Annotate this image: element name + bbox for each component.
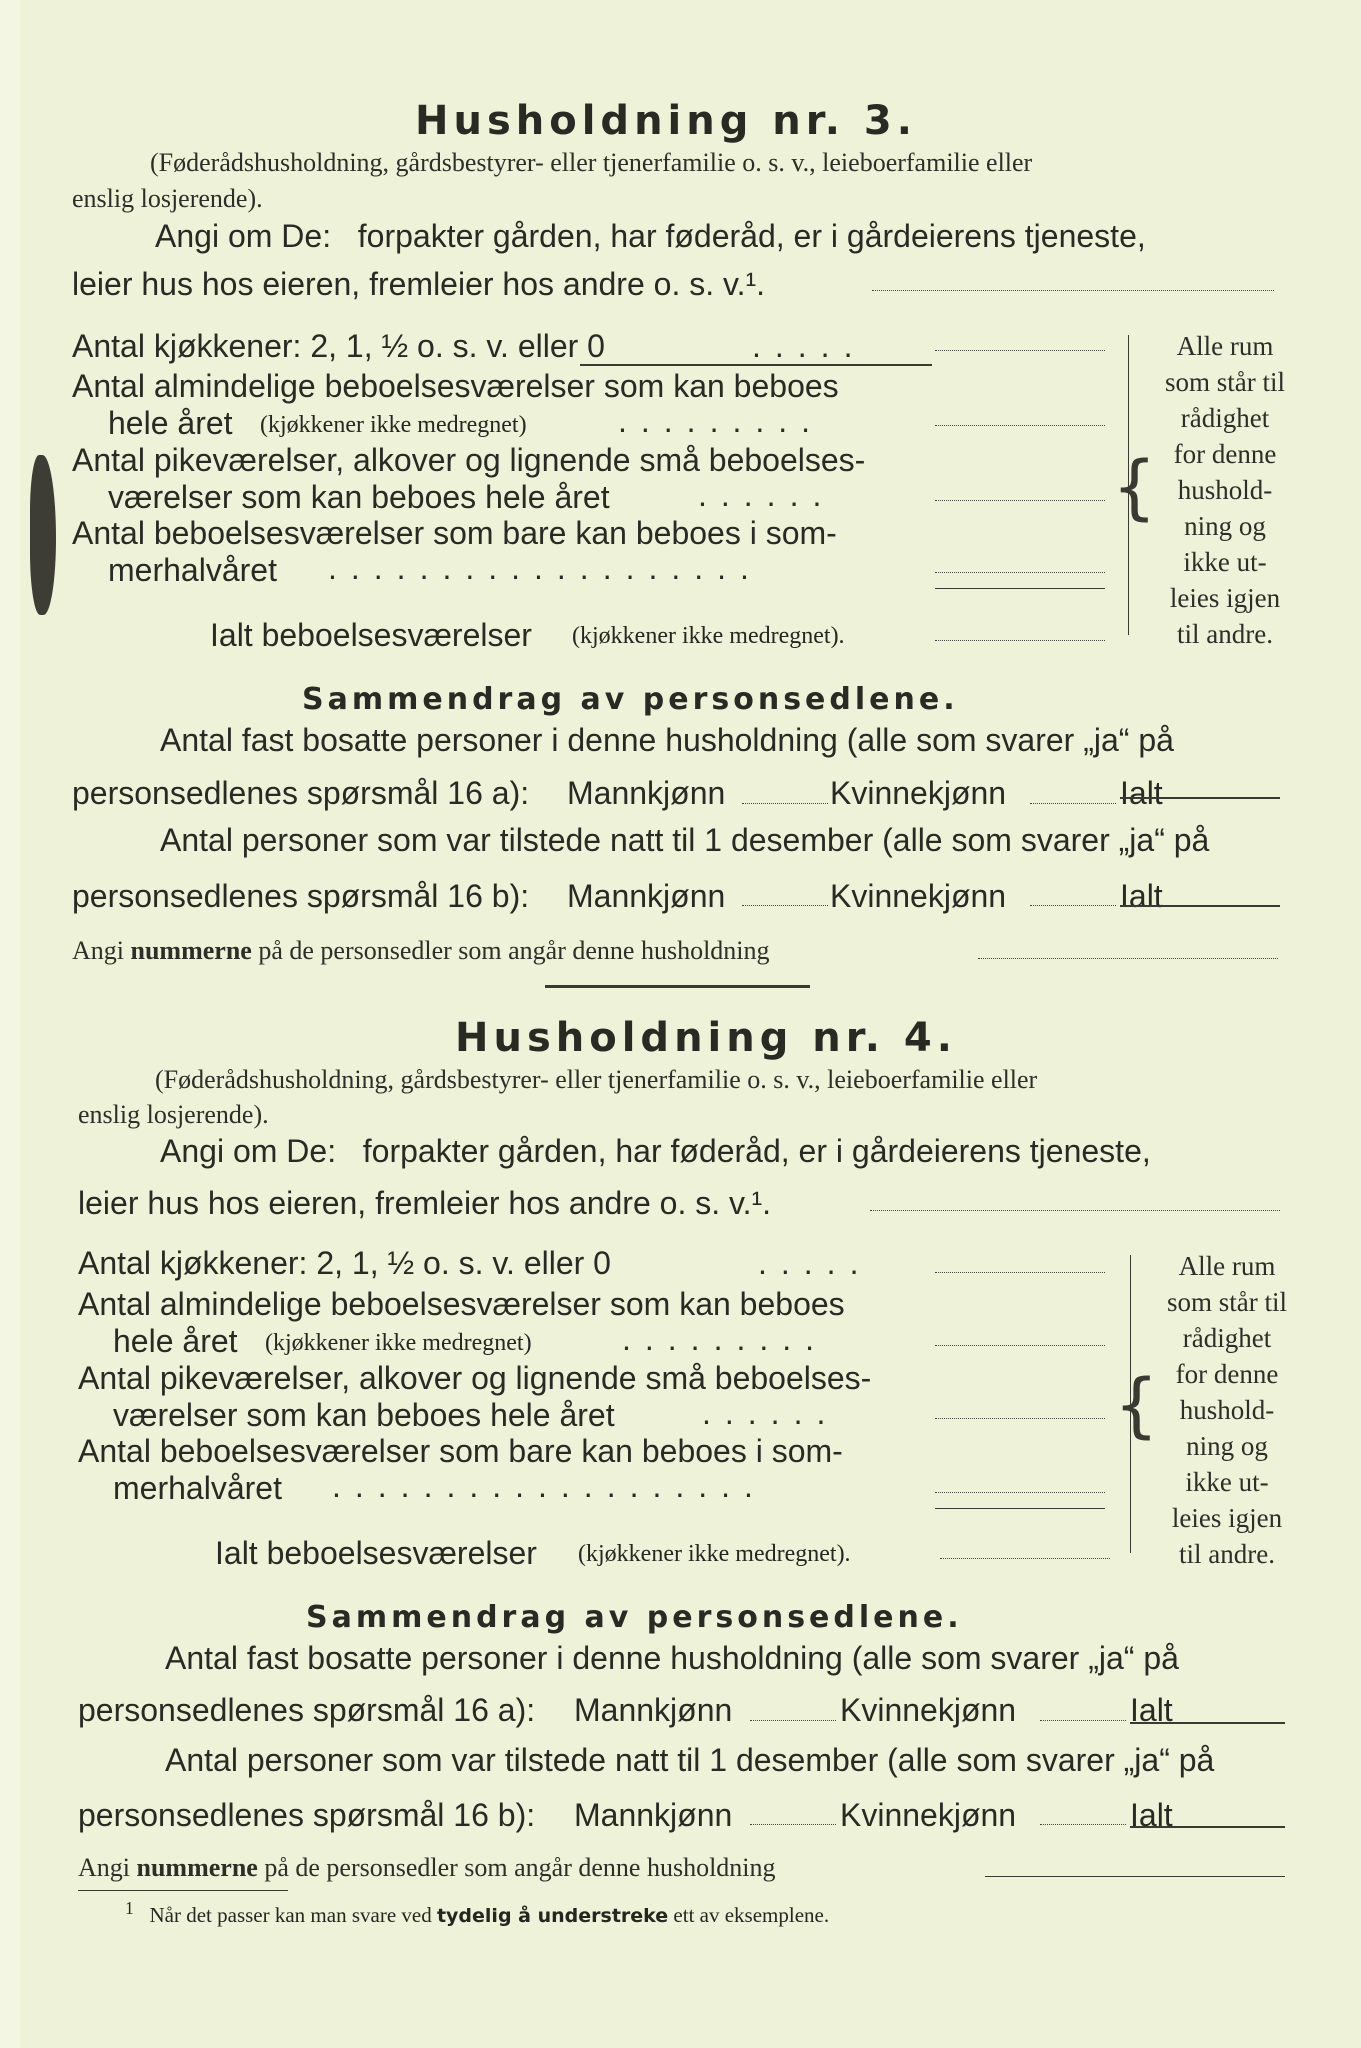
availability-note: [1140, 328, 1310, 652]
availability-note-line: ning og: [1186, 1431, 1268, 1461]
male-label: Mannkjønn: [567, 878, 726, 914]
numbers-answer-field[interactable]: [985, 1876, 1285, 1877]
present-question-cont: personsedlenes spørsmål 16 b):: [72, 878, 530, 914]
sum-line: [935, 588, 1105, 589]
present-female-field[interactable]: [1040, 1824, 1126, 1825]
present-question: Antal personer som var tilstede natt til 1 desember (alle som svarer „ja“ på: [165, 1742, 1215, 1778]
female-label: Kvinnekjønn: [830, 775, 1007, 811]
total-rooms-answer-field[interactable]: [935, 640, 1105, 641]
total-rooms-note: (kjøkkener ikke medregnet).: [578, 1541, 851, 1567]
leader-dots: ......: [698, 477, 836, 513]
underline: [580, 364, 932, 366]
availability-note-line: til andre.: [1179, 1539, 1275, 1569]
total-rooms-answer-field[interactable]: [940, 1558, 1110, 1559]
present-male-field[interactable]: [742, 905, 828, 906]
leader-dots: ...................: [328, 550, 763, 586]
male-label: Mannkjønn: [567, 775, 726, 811]
maid-rooms-label: Antal pikeværelser, alkover og lignende små beboelses-: [78, 1360, 872, 1396]
resident-question: Antal fast bosatte personer i denne husholdning (alle som svarer „ja“ på: [160, 722, 1174, 758]
resident-total-field[interactable]: [1130, 1722, 1285, 1724]
kitchens-answer-field[interactable]: [935, 1272, 1105, 1273]
availability-note-line: for denne: [1175, 1359, 1279, 1389]
status-question: Angi om De: forpakter gården, har føderåd, er i gårdeierens tjeneste,: [155, 218, 1146, 254]
ordinary-rooms-note: (kjøkkener ikke medregnet): [260, 412, 527, 438]
footnote-rule: [78, 1890, 288, 1891]
resident-total-field[interactable]: [1120, 797, 1280, 799]
footnote-bold: tydelig å understreke: [436, 1905, 669, 1927]
resident-question-cont: personsedlenes spørsmål 16 a):: [78, 1692, 536, 1728]
household-subtitle-cont: enslig losjerende).: [78, 1100, 269, 1129]
resident-question-cont: personsedlenes spørsmål 16 a):: [72, 775, 530, 811]
male-label: Mannkjønn: [574, 1692, 733, 1728]
male-label: Mannkjønn: [574, 1797, 733, 1833]
resident-male-field[interactable]: [742, 803, 828, 804]
summer-rooms-label-cont: merhalvåret: [113, 1470, 282, 1506]
paper-edge: [0, 0, 20, 2048]
maid-rooms-answer-field[interactable]: [935, 500, 1105, 501]
availability-note-line: ning og: [1184, 511, 1266, 541]
numbers-suffix: på de personsedler som angår denne husholdning: [258, 936, 770, 965]
numbers-instruction: [72, 936, 770, 966]
ordinary-rooms-label: Antal almindelige beboelsesværelser som kan beboes: [72, 368, 839, 404]
summer-rooms-answer-field[interactable]: [935, 1492, 1105, 1493]
female-label: Kvinnekjønn: [840, 1797, 1017, 1833]
present-question-cont: personsedlenes spørsmål 16 b):: [78, 1797, 536, 1833]
availability-note-line: for denne: [1173, 439, 1277, 469]
footnote-text: Når det passer kan man svare ved: [149, 1903, 432, 1927]
household-subtitle-cont: enslig losjerende).: [72, 184, 263, 213]
maid-rooms-answer-field[interactable]: [935, 1418, 1105, 1419]
numbers-instruction: [78, 1853, 776, 1883]
section-divider: [545, 985, 810, 988]
summer-rooms-label-cont: merhalvåret: [108, 552, 277, 588]
availability-note-line: som står til: [1167, 1287, 1287, 1317]
resident-question: Antal fast bosatte personer i denne husholdning (alle som svarer „ja“ på: [165, 1640, 1179, 1676]
summary-heading: Sammendrag av personsedlene.: [302, 682, 959, 717]
present-total-field[interactable]: [1120, 905, 1280, 907]
leader-dots: ...................: [332, 1468, 767, 1504]
status-question-cont: leier hus hos eieren, fremleier hos andre o. s. v.¹.: [78, 1185, 772, 1221]
household-subtitle: (Føderådshusholdning, gårdsbestyrer- eller tjenerfamilie o. s. v., leieboerfamilie eller: [150, 148, 1033, 177]
availability-note-line: Alle rum: [1176, 331, 1274, 361]
availability-note-line: rådighet: [1180, 403, 1270, 433]
footnote-marker: 1: [125, 1898, 134, 1918]
status-question-cont: leier hus hos eieren, fremleier hos andre o. s. v.¹.: [72, 266, 766, 302]
maid-rooms-label: Antal pikeværelser, alkover og lignende små beboelses-: [72, 442, 866, 478]
total-label: Ialt: [1130, 1797, 1173, 1833]
availability-note-line: leies igjen: [1171, 1503, 1283, 1533]
ordinary-rooms-answer-field[interactable]: [935, 425, 1105, 426]
ink-stain: [30, 455, 56, 615]
availability-note-line: Alle rum: [1178, 1251, 1276, 1281]
ordinary-rooms-label-cont: hele året: [108, 405, 233, 441]
ordinary-rooms-label-cont: hele året: [113, 1323, 238, 1359]
status-question: Angi om De: forpakter gården, har føderåd, er i gårdeierens tjeneste,: [160, 1133, 1151, 1169]
leader-dots: .....: [752, 328, 867, 364]
availability-note-line: ikke ut-: [1183, 547, 1267, 577]
availability-note-line: leies igjen: [1169, 583, 1281, 613]
leader-dots: .........: [622, 1321, 829, 1357]
ordinary-rooms-label: Antal almindelige beboelsesværelser som kan beboes: [78, 1286, 845, 1322]
present-male-field[interactable]: [750, 1824, 836, 1825]
ordinary-rooms-note: (kjøkkener ikke medregnet): [265, 1330, 532, 1356]
maid-rooms-label-cont: værelser som kan beboes hele året: [113, 1397, 615, 1433]
availability-note-line: hushold-: [1179, 1395, 1275, 1425]
kitchens-label: Antal kjøkkener: 2, 1, ½ o. s. v. eller 0: [72, 328, 605, 364]
footnote: [125, 1898, 829, 1928]
ordinary-rooms-answer-field[interactable]: [935, 1345, 1105, 1346]
present-female-field[interactable]: [1030, 905, 1116, 906]
leader-dots: .....: [758, 1245, 873, 1281]
numbers-prefix: Angi: [72, 936, 124, 965]
leader-dots: ......: [702, 1395, 840, 1431]
total-label: Ialt: [1120, 878, 1163, 914]
household-subtitle: (Føderådshusholdning, gårdsbestyrer- eller tjenerfamilie o. s. v., leieboerfamilie eller: [155, 1065, 1038, 1094]
footnote-suffix: ett av eksemplene.: [673, 1903, 830, 1927]
female-label: Kvinnekjønn: [830, 878, 1007, 914]
leader-dots: .........: [618, 403, 825, 439]
household-title: Husholdning nr. 3.: [415, 98, 917, 144]
brace-icon: {: [1114, 1364, 1159, 1446]
brace-icon: {: [1112, 446, 1157, 528]
availability-note-line: til andre.: [1177, 619, 1273, 649]
numbers-answer-field[interactable]: [978, 958, 1278, 959]
resident-female-field[interactable]: [1040, 1720, 1126, 1721]
total-label: Ialt: [1120, 775, 1163, 811]
numbers-prefix: Angi: [78, 1853, 130, 1882]
total-rooms-label: Ialt beboelsesværelser: [210, 617, 532, 653]
summer-rooms-label: Antal beboelsesværelser som bare kan beboes i som-: [78, 1433, 843, 1469]
total-rooms-note: (kjøkkener ikke medregnet).: [572, 623, 845, 649]
availability-note-line: rådighet: [1182, 1323, 1272, 1353]
household-title: Husholdning nr. 4.: [455, 1015, 957, 1061]
summer-rooms-answer-field[interactable]: [935, 572, 1105, 573]
resident-male-field[interactable]: [750, 1720, 836, 1721]
present-total-field[interactable]: [1130, 1826, 1285, 1828]
summer-rooms-label: Antal beboelsesværelser som bare kan beboes i som-: [72, 515, 837, 551]
resident-female-field[interactable]: [1030, 803, 1116, 804]
maid-rooms-label-cont: værelser som kan beboes hele året: [108, 479, 610, 515]
sum-line: [935, 1508, 1105, 1509]
present-question: Antal personer som var tilstede natt til 1 desember (alle som svarer „ja“ på: [160, 822, 1210, 858]
numbers-bold: nummerne: [136, 1853, 258, 1882]
status-answer-field[interactable]: [870, 1210, 1280, 1211]
female-label: Kvinnekjønn: [840, 1692, 1017, 1728]
availability-note-line: ikke ut-: [1185, 1467, 1269, 1497]
availability-note: [1142, 1248, 1312, 1572]
total-rooms-label: Ialt beboelsesværelser: [215, 1535, 537, 1571]
availability-note-line: hushold-: [1177, 475, 1273, 505]
numbers-suffix: på de personsedler som angår denne husholdning: [264, 1853, 776, 1882]
availability-note-line: som står til: [1165, 367, 1285, 397]
numbers-bold: nummerne: [130, 936, 252, 965]
kitchens-answer-field[interactable]: [935, 350, 1105, 351]
total-label: Ialt: [1130, 1692, 1173, 1728]
status-answer-field[interactable]: [872, 290, 1274, 291]
summary-heading: Sammendrag av personsedlene.: [306, 1600, 963, 1635]
kitchens-label: Antal kjøkkener: 2, 1, ½ o. s. v. eller 0: [78, 1245, 611, 1281]
